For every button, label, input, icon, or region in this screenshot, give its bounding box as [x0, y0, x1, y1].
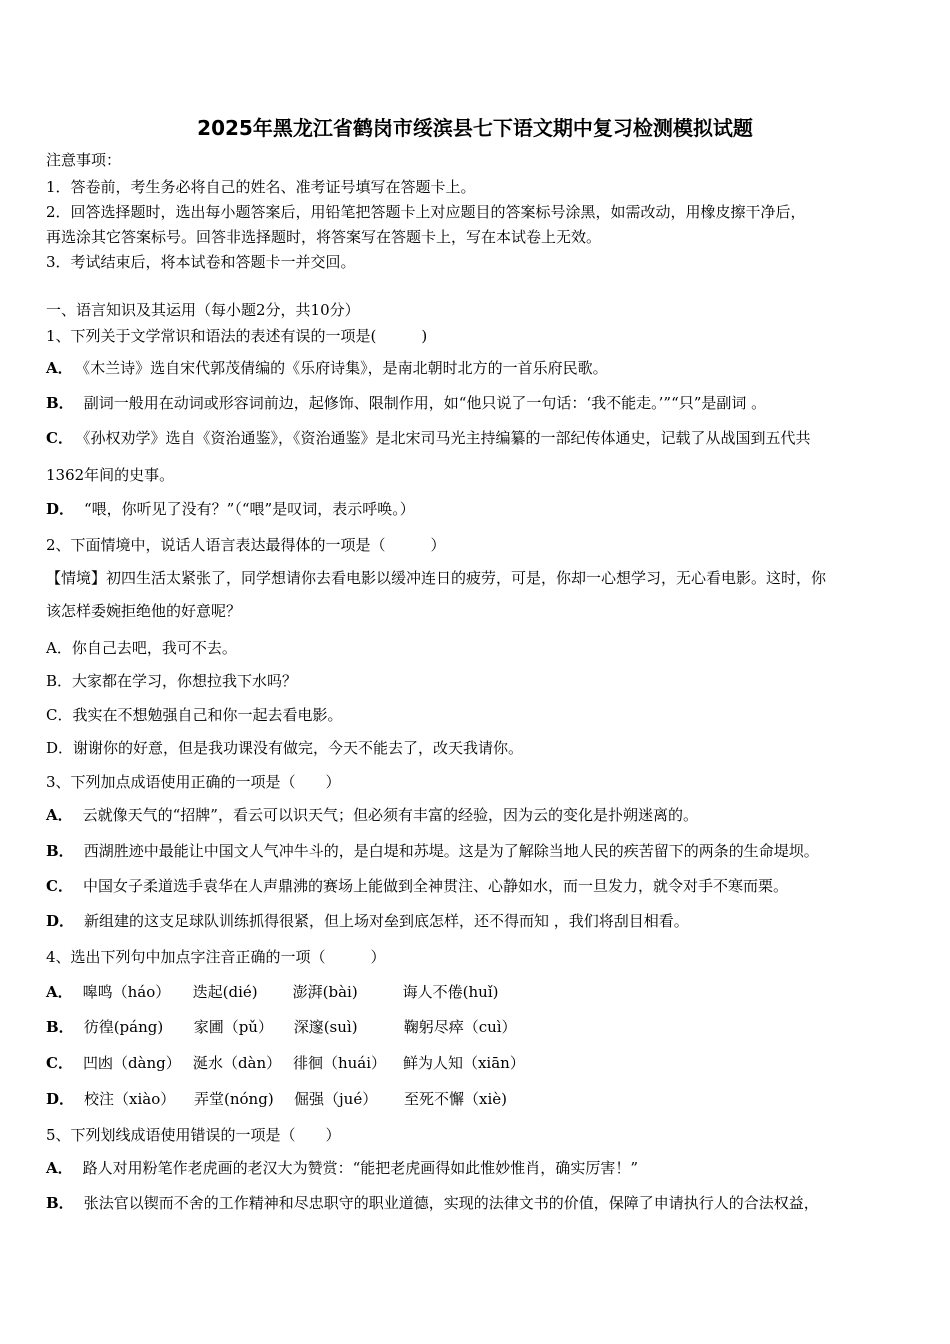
option-c [46, 1053, 525, 1073]
option-label: C． [46, 877, 73, 895]
option-text: 副词一般用在动词或形容词前边，起修饰、限制作用，如“他只说了一句话：‘我不能走。’”“只”是副词 。 [83, 394, 767, 412]
option-label: B． [46, 1194, 74, 1212]
question-stem: 1、下列关于文学常识和语法的表述有误的一项是( ) [46, 327, 428, 345]
option-text: 张法官以锲而不舍的工作精神和尽忠职守的职业道德，实现的法律文书的价值，保障了申请执行人的合法权益， [83, 1194, 819, 1212]
option-a [46, 1158, 638, 1178]
option-label: A． [46, 983, 73, 1001]
option-text: 《孙权劝学》选自《资治通鉴》，《资治通鉴》是北宋司马光主持编纂的一部纪传体通史，记载了从战国到五代共 [82, 429, 811, 447]
question-stem: 2、下面情境中，说话人语言表达最得体的一项是（ ） [46, 536, 446, 554]
option-label: D． [46, 1090, 75, 1108]
pinyin-item: 倔强（jué） [294, 1090, 378, 1108]
option-text: 西湖胜迹中最能让中国文人气冲牛斗的，是白堤和苏堤。这是为了解除当地人民的疾苦留下的两条的生命堤坝。 [83, 842, 819, 860]
option-b [46, 841, 819, 861]
option-label: C． [46, 429, 73, 447]
page-title: 2025年黑龙江省鹤岗市绥滨县七下语文期中复习检测模拟试题 [197, 116, 753, 140]
option-b [46, 1017, 517, 1037]
pinyin-item: 至死不懈（xiè) [404, 1090, 508, 1108]
pinyin-item: 鞠躬尽瘁（cuì） [403, 1018, 517, 1036]
option-label: A． [46, 1159, 73, 1177]
option-b [46, 1193, 819, 1213]
notice-item: 1．答卷前，考生务必将自己的姓名、准考证号填写在答题卡上。 [46, 178, 476, 196]
option-text: 《木兰诗》选自宋代郭茂倩编的《乐府诗集》，是南北朝时北方的一首乐府民歌。 [82, 359, 608, 377]
option-text: 路人对用粉笔作老虎画的老汉大为赞赏：“能把老虎画得如此惟妙惟肖，确实厉害！” [82, 1159, 638, 1177]
pinyin-item: 澎湃(bài) [292, 983, 358, 1001]
option-c: C．我实在不想勉强自己和你一起去看电影。 [46, 706, 343, 724]
option-label: D． [46, 500, 75, 518]
pinyin-item: 诲人不倦(huǐ) [402, 983, 499, 1001]
notice-item: 再选涂其它答案标号。回答非选择题时，将答案写在答题卡上，写在本试卷上无效。 [46, 228, 602, 246]
option-label: D． [46, 912, 75, 930]
option-d [46, 499, 415, 519]
notice-item: 3．考试结束后，将本试卷和答题卡一并交回。 [46, 253, 356, 271]
question-stem: 5、下列划线成语使用错误的一项是（ ） [46, 1126, 341, 1144]
option-label: A． [46, 359, 73, 377]
option-text: 新组建的这支足球队训练抓得很紧，但上场对垒到底怎样，还不得而知 ，我们将刮目相看。 [84, 912, 689, 930]
pinyin-item: 徘徊（huái） [292, 1054, 387, 1072]
option-label: A． [46, 806, 73, 824]
option-label: B． [46, 1018, 74, 1036]
question-stem: 3、下列加点成语使用正确的一项是（ ） [46, 773, 341, 791]
option-text: 云就像天气的“招牌”，看云可以识天气；但必须有丰富的经验，因为云的变化是扑朔迷离的。 [82, 806, 698, 824]
option-d [46, 1089, 507, 1109]
option-text: 中国女子柔道选手袁华在人声鼎沸的赛场上能做到全神贯注、心静如水，而一旦发力，就令对手不寒而栗。 [82, 877, 788, 895]
option-a: A．你自己去吧，我可不去。 [46, 639, 237, 657]
option-a [46, 982, 498, 1002]
pinyin-item: 迭起(dié) [192, 983, 258, 1001]
pinyin-item: 鲜为人知（xiān） [402, 1054, 525, 1072]
option-label: B． [46, 842, 74, 860]
pinyin-item: 家圃（pǔ） [193, 1018, 273, 1036]
option-b: B．大家都在学习，你想拉我下水吗？ [46, 672, 298, 690]
option-d: D．谢谢你的好意，但是我功课没有做完，今天不能去了，改天我请你。 [46, 739, 524, 757]
option-label: B． [46, 394, 74, 412]
pinyin-item: 涎水（dàn） [192, 1054, 282, 1072]
option-text: “喂，你听见了没有？”（“喂”是叹词，表示呼唤。） [84, 500, 415, 518]
option-c-cont: 1362年间的史事。 [46, 466, 175, 484]
question-stem: 4、选出下列句中加点字注音正确的一项（ ） [46, 948, 386, 966]
notice-heading: 注意事项： [46, 151, 122, 169]
option-label: C． [46, 1054, 73, 1072]
pinyin-item: 校注（xiào） [84, 1090, 176, 1108]
section-heading: 一、语言知识及其运用（每小题2分，共10分） [46, 301, 360, 319]
notice-item: 2．回答选择题时，选出每小题答案后，用铅笔把答题卡上对应题目的答案标号涂黑，如需改动，用橡皮擦干净后， [46, 203, 806, 221]
context-text: 该怎样委婉拒绝他的好意呢？ [46, 602, 242, 620]
option-a [46, 805, 698, 825]
option-c [46, 428, 810, 448]
option-a [46, 358, 608, 378]
option-c [46, 876, 788, 896]
pinyin-item: 彷徨(páng) [83, 1018, 164, 1036]
option-b [46, 393, 766, 413]
option-d [46, 911, 689, 931]
pinyin-item: 深邃(suì) [293, 1018, 358, 1036]
context-text: 【情境】初四生活太紧张了，同学想请你去看电影以缓冲连日的疲劳，可是，你却一心想学习，无心看电影。这时，你 [46, 569, 827, 587]
pinyin-item: 凹凼（dàng） [82, 1054, 181, 1072]
pinyin-item: 嗥鸣（háo） [82, 983, 171, 1001]
pinyin-item: 弄堂(nóng) [194, 1090, 274, 1108]
